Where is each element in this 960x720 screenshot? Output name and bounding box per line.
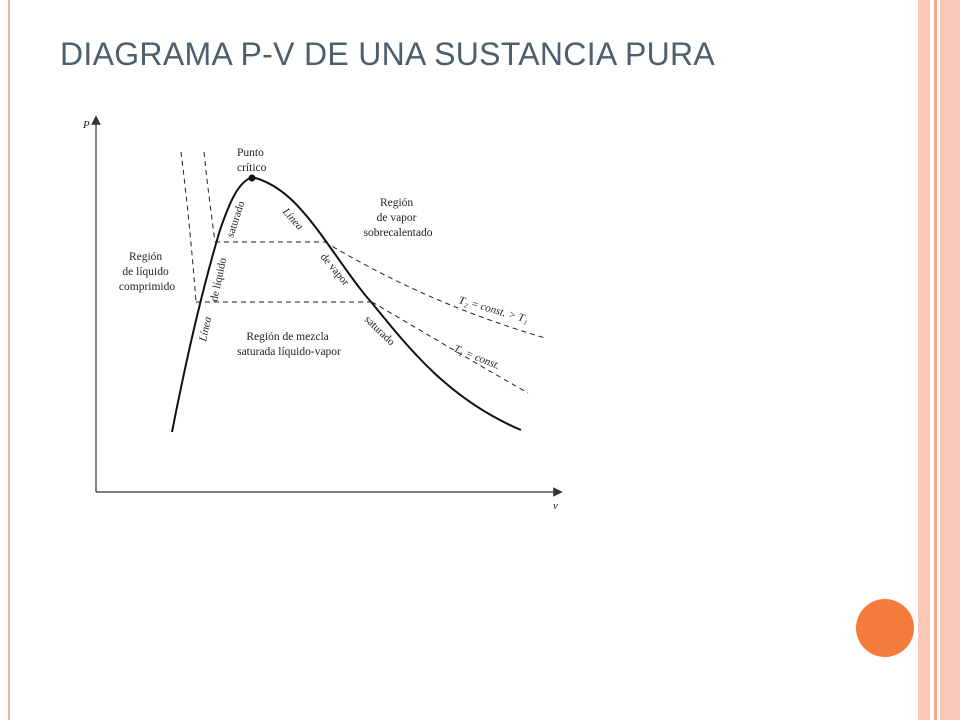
compressed-region-label: Región de líquido comprimido: [118, 251, 176, 293]
superheated-region-label: Región de vapor sobrecalentado: [363, 197, 433, 239]
slide-title: DIAGRAMA P-V DE UNA SUSTANCIA PURA: [60, 36, 716, 72]
isotherm-t2-label: T₂ = const. > T₁: [457, 294, 530, 326]
x-axis-label: v: [553, 500, 558, 512]
sat-vapor-label-de-vapor: de vapor: [317, 251, 352, 289]
compressed-liquid-isotherm-1: [181, 152, 196, 302]
isotherm-t2-superheated: [325, 242, 545, 338]
compressed-liquid-isotherm-2: [204, 152, 215, 242]
sat-liquid-label-de-liquido: de líquido: [208, 256, 230, 303]
sat-liquid-label-saturado: saturado: [224, 199, 248, 239]
critical-point-label: Punto crítico: [237, 147, 267, 174]
y-axis-label: P: [83, 119, 90, 131]
mixture-region-label: Región de mezcla saturada líquido-vapor: [237, 331, 341, 358]
critical-point-marker: [249, 175, 256, 182]
sat-vapor-label-linea: Línea: [279, 205, 306, 233]
sat-liquid-label-linea: Línea: [197, 315, 215, 343]
sat-vapor-label-saturado: saturado: [361, 313, 398, 349]
isotherm-t1-label: T₁ = const.: [451, 342, 502, 373]
